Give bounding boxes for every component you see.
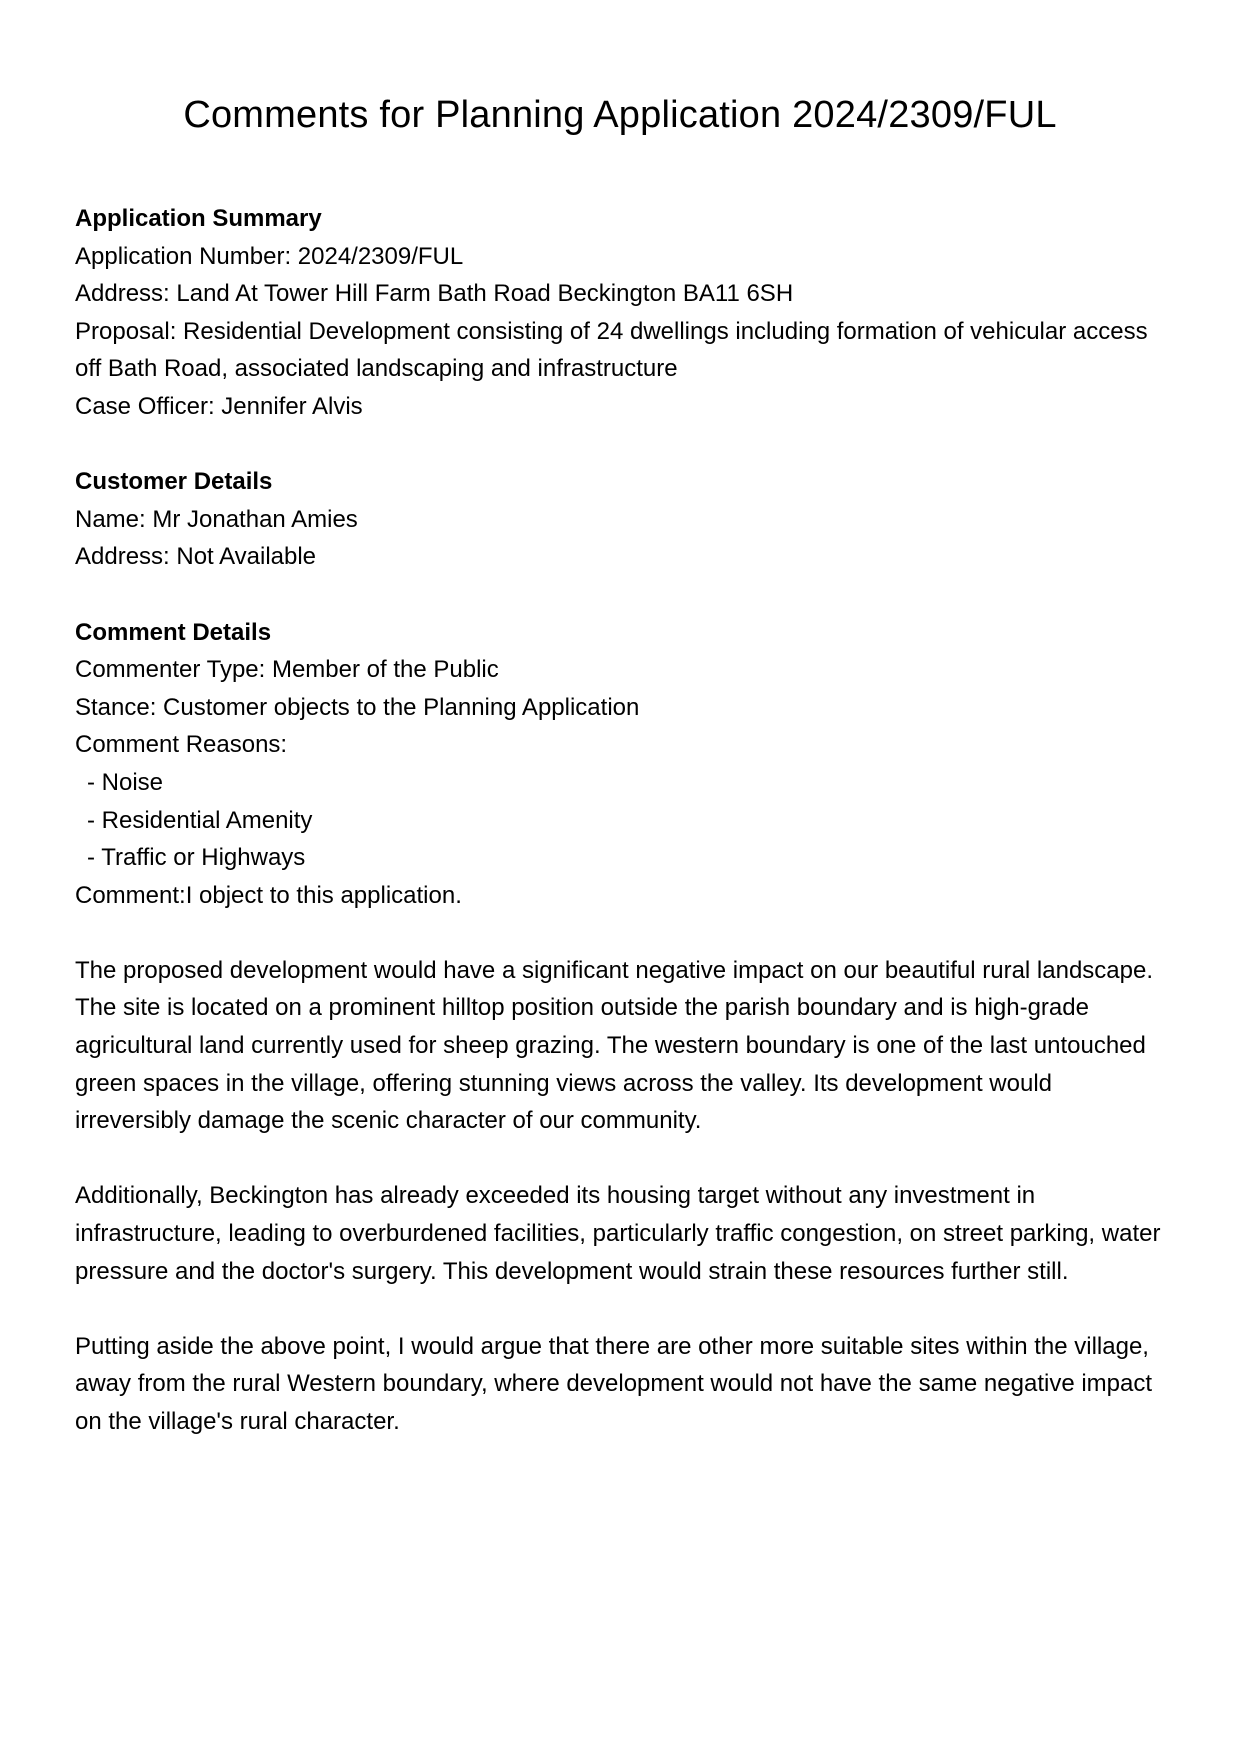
application-summary-section — [75, 200, 1165, 426]
customer-details-heading: Customer Details — [75, 468, 273, 496]
customer-details-section — [75, 463, 1165, 576]
comment-details-heading: Comment Details — [75, 618, 272, 646]
customer-address: Address: Not Available — [75, 543, 317, 571]
commenter-type: Commenter Type: Member of the Public — [75, 656, 499, 684]
comment-details-section — [75, 614, 1165, 915]
page-title: Comments for Planning Application 2024/2309/FUL — [183, 94, 1057, 136]
comment-reason-item: - Noise — [87, 768, 164, 796]
application-summary-heading: Application Summary — [75, 205, 322, 232]
comment-paragraph: Additionally, Beckington has already exceeded its housing target without any investment in infrastructure, leading to overburdened facilities, particularly traffic congestion, on street parking, water pressure and the doctor's surgery. This development would strain these resources further still. — [75, 1182, 1161, 1285]
comment-intro: Comment:I object to this application. — [75, 881, 462, 909]
document-body — [75, 200, 1165, 1478]
comment-paragraph: The proposed development would have a significant negative impact on our beautiful rural landscape. The site is located on a prominent hilltop position outside the parish boundary and is high-grade agricultural land currently used for sheep grazing. The western boundary is one of the last untouched green spaces in the village, offering stunning views across the valley. Its development would irreversibly damage the scenic character of our community. — [75, 956, 1154, 1135]
application-number: Application Number: 2024/2309/FUL — [75, 242, 464, 270]
customer-name: Name: Mr Jonathan Amies — [75, 505, 358, 533]
application-proposal: Proposal: Residential Development consisting of 24 dwellings including formation of vehicular access off Bath Road, associated landscaping and infrastructure — [75, 317, 1155, 383]
comment-stance: Stance: Customer objects to the Planning Application — [75, 693, 640, 721]
comment-paragraph: Putting aside the above point, I would argue that there are other more suitable sites within the village, away from the rural Western boundary, where development would not have the same negative impact on the village's rural character. — [75, 1332, 1153, 1435]
comment-reasons-label: Comment Reasons: — [75, 731, 288, 759]
case-officer: Case Officer: Jennifer Alvis — [75, 392, 363, 420]
comment-reason-item: - Residential Amenity — [87, 806, 313, 834]
comment-reason-item: - Traffic or Highways — [87, 844, 306, 872]
application-address: Address: Land At Tower Hill Farm Bath Road Beckington BA11 6SH — [75, 280, 794, 308]
